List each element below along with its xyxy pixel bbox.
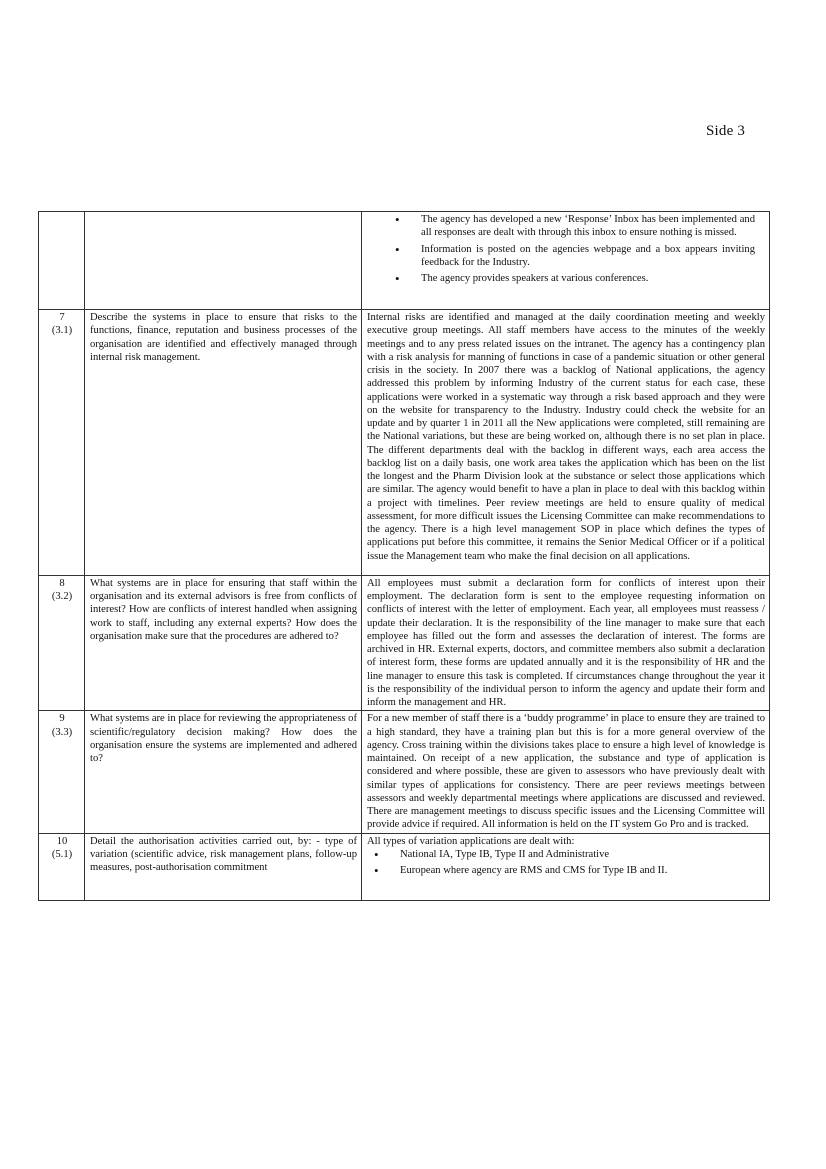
question-cell bbox=[85, 212, 362, 310]
assessment-table bbox=[38, 211, 770, 901]
answer-cell: For a new member of staff there is a ‘buddy programme’ in place to ensure they are trained to a high standard, they have a training plan but this is for a more general overview of the agency. Cross training within the divisions takes place to ensure a high level of knowledge is maintained. On receipt of a new application, the substance and type of application is considered and where possible, these are given to assessors who have previously dealt with similar types of applications for consistency. There are peer reviews meetings between assessors and weekly departmental meetings where applications are discussed and reviewed. There are management meetings to discuss specific issues and the Licensing Committee will provide advice if required. All information is held on the IT system Go Pro and is tracked. bbox=[362, 711, 770, 833]
row-number: 7 bbox=[59, 312, 65, 323]
row-ref: (3.1) bbox=[51, 325, 73, 337]
list-item: • The agency provides speakers at various conferences. bbox=[421, 272, 765, 285]
table-row bbox=[39, 575, 770, 711]
row-number: 9 bbox=[59, 713, 65, 725]
row-number-cell bbox=[39, 833, 85, 900]
page-label: Side 3 bbox=[706, 123, 746, 139]
table-row bbox=[39, 711, 770, 833]
row-ref: (3.2) bbox=[51, 591, 73, 602]
row-ref: (3.3) bbox=[51, 726, 73, 738]
list-item: • The agency has developed a new ‘Response’ Inbox has been implemented and all responses are dealt with through this inbox to ensure nothing is missed. bbox=[421, 213, 765, 240]
question-cell: What systems are in place for reviewing the appropriateness of scientific/regulatory decision making? How does the organisation ensure the systems are implemented and adhered to? bbox=[85, 711, 362, 833]
list-item: • European where agency are RMS and CMS for Type IB and II. bbox=[400, 864, 765, 877]
answer-cell bbox=[362, 833, 770, 900]
list-item: • Information is posted on the agencies webpage and a box appears inviting feedback for the Industry. bbox=[421, 243, 765, 270]
answer-cell bbox=[362, 212, 770, 310]
answer-cell: All employees must submit a declaration form for conflicts of interest upon their employment. The declaration form is sent to the employee requesting information on conflicts of interest with the letter of employment. Each year, all employees must reassess / update their declaration. It is the responsibility of the line manager to make sure that each employee has filled out the form and assesses the declaration of interest. The forms are archived in HR. External experts, doctors, and committee members also submit a declaration of interest form, these forms are updated annually and it is the responsibility of HR and the line manager to ensure this task is completed. If circumstances change throughout the year it is the responsibility of the individual person to inform the agency and update their form and inform the management and HR. bbox=[362, 575, 770, 711]
row-number-cell bbox=[39, 711, 85, 833]
row-ref: (5.1) bbox=[51, 848, 73, 860]
question-cell: Detail the authorisation activities carried out, by: - type of variation (scientific advice, risk management plans, follow-up measures, post-authorisation commitment bbox=[85, 833, 362, 900]
answer-bullet-list bbox=[367, 848, 765, 878]
question-cell: What systems are in place for ensuring that staff within the organisation and its external advisors is free from conflicts of interest? How are conflicts of interest handled when assigning work to staff, including any external experts? How does the organisation make sure that the procedures are adhered to? bbox=[85, 575, 362, 711]
row-number-cell bbox=[39, 575, 85, 711]
row-number-cell bbox=[39, 212, 85, 310]
row-number: 8 bbox=[59, 577, 65, 589]
question-cell: Describe the systems in place to ensure that risks to the functions, finance, reputation and business processes of the organisation are identified and effectively managed through internal risk management. bbox=[85, 310, 362, 576]
table-row bbox=[39, 310, 770, 576]
table-row bbox=[39, 833, 770, 900]
row-number: 10 bbox=[56, 835, 68, 847]
table-row bbox=[39, 212, 770, 310]
answer-bullet-list bbox=[367, 213, 765, 285]
list-item: • National IA, Type IB, Type II and Administrative bbox=[400, 848, 765, 861]
answer-intro: All types of variation applications are dealt with: bbox=[367, 835, 575, 847]
row-number-cell bbox=[39, 310, 85, 576]
answer-cell: Internal risks are identified and managed at the daily coordination meeting and weekly executive group meetings. All staff members have access to the minutes of the weekly meetings and to any press related issues on the intranet. The agency has a contingency plan with a risk analysis for manning of functions in case of a pandemic situation or other general crisis in the society. In 2007 there was a backlog of National applications, the agency addressed this problem by informing Industry of the current status for each case, these applications were worked in a systematic way through a risk based approach and they were on the website for transparency to the Industry. Industry could check the website for an update and by quarter 1 in 2011 all the New applications were completed, still remaining are the National variations, but these are being worked on, although there is no set plan in place. The different departments deal with the backlog in different ways, each area access the backlog list on a daily basis, one work area takes the application which has been on the list the longest and the Pharm Division look at the substance or select those applications which are similar. The agency would benefit to have a plan in place to deal with this backlog within a project with timelines. Peer review meetings are held to ensure quality of medical assessment, for more difficult issues the Licensing Committee can make recommendations to the agency. There is a high level management SOP in place which defines the types of applications put before this committee, it remains the Senior Medical Officer or if a political issue the Management team who make the final decision on all applications. bbox=[362, 310, 770, 576]
